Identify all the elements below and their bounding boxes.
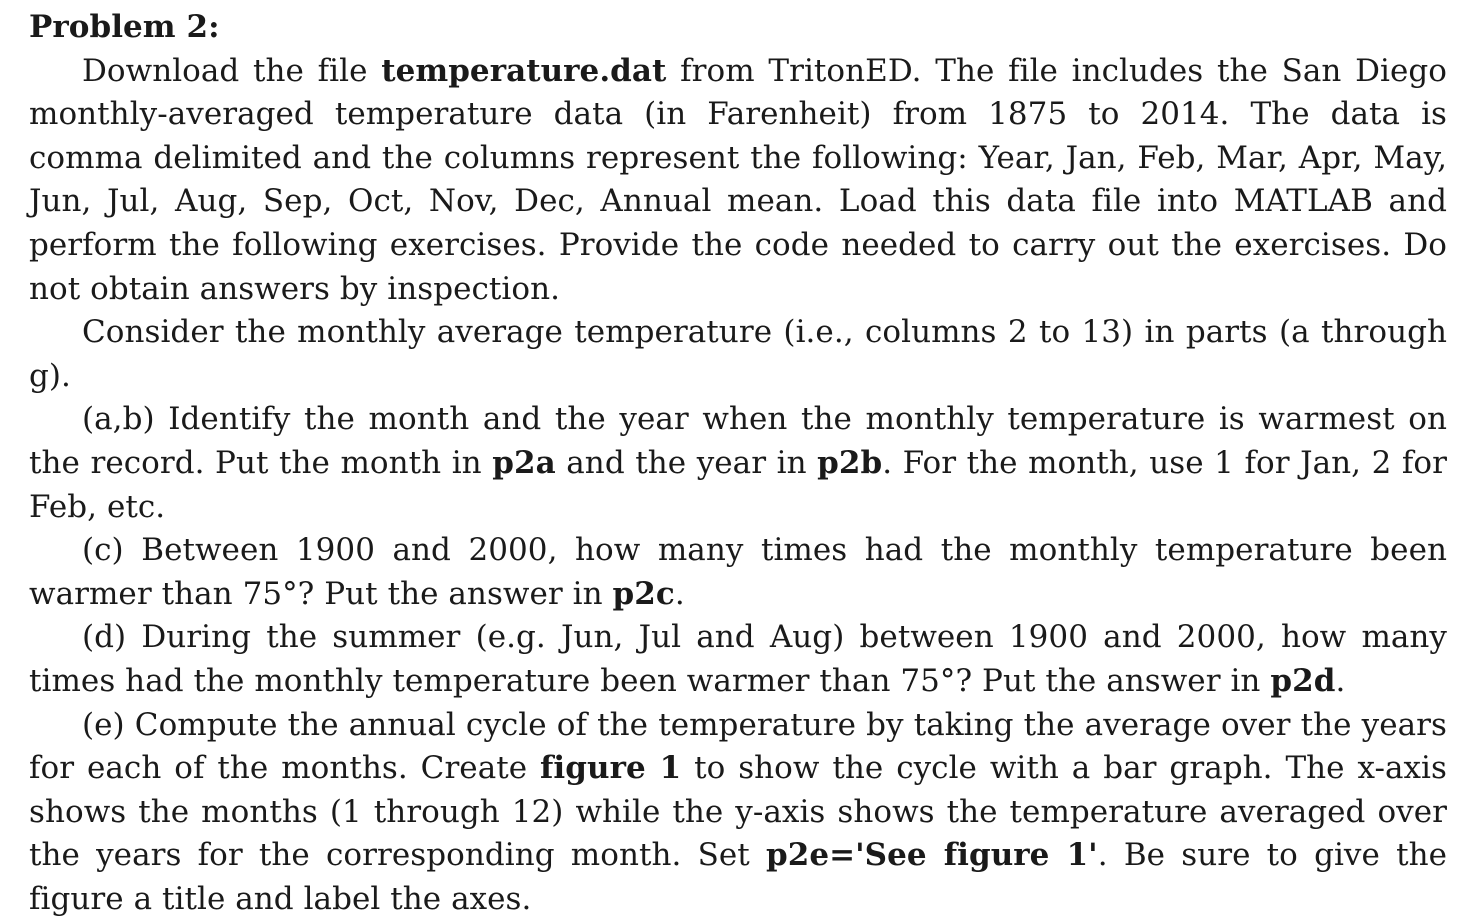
problem-document [29,6,1447,921]
part-e-paragraph [29,704,1447,921]
figure-1-bold: figure 1 [540,750,681,786]
intro-paragraph [29,50,1447,312]
part-e-text-3: . Be sure to give the figure a title and label the axes. [29,837,1447,917]
part-c-text-1: (c) Between 1900 and 2000, how many times had the monthly temperature been warmer than 75°? Put the answer in [29,532,1447,612]
var-p2b: p2b [817,445,882,481]
part-d-text-1: (d) During the summer (e.g. Jun, Jul and Aug) between 1900 and 2000, how many times had the monthly temperature been warmer than 75°? Put the answer in [29,619,1447,699]
var-p2a: p2a [492,445,555,481]
part-c-text-2: . [675,576,685,612]
problem-title: Problem 2: [29,6,1447,50]
var-p2c: p2c [613,576,675,612]
filename-bold: temperature.dat [381,53,666,89]
part-e-text-1: (e) Compute the annual cycle of the temperature by taking the average over the years for each of the months. Create [29,707,1447,787]
part-d-paragraph [29,616,1447,703]
consider-paragraph: Consider the monthly average temperature (i.e., columns 2 to 13) in parts (a through g). [29,311,1447,398]
var-p2e: p2e='See figure 1' [766,837,1098,873]
part-ab-text-3: . For the month, use 1 for Jan, 2 for Feb, etc. [29,445,1447,525]
part-d-text-2: . [1335,663,1345,699]
intro-text-2: from TritonED. The file includes the San Diego monthly-averaged temperature data (in Farenheit) from 1875 to 2014. The data is comma delimited and the columns represent the following: Year, Jan, Feb, Mar, Apr, May, Jun, Jul, Aug, Sep, Oct, Nov, Dec, Annual mean. Load this data file into MATLAB and perform the following exercises. Provide the code needed to carry out the exercises. Do not obtain answers by inspection. [29,53,1447,307]
var-p2d: p2d [1270,663,1335,699]
part-c-paragraph [29,529,1447,616]
intro-text-1: Download the file [82,53,381,89]
part-ab-paragraph [29,398,1447,529]
part-ab-text-2: and the year in [556,445,817,481]
part-e-text-2: to show the cycle with a bar graph. The x-axis shows the months (1 through 12) while the y-axis shows the temperature averaged over the years for the corresponding month. Set [29,750,1447,873]
part-ab-text-1: (a,b) Identify the month and the year when the monthly temperature is warmest on the record. Put the month in [29,401,1447,481]
